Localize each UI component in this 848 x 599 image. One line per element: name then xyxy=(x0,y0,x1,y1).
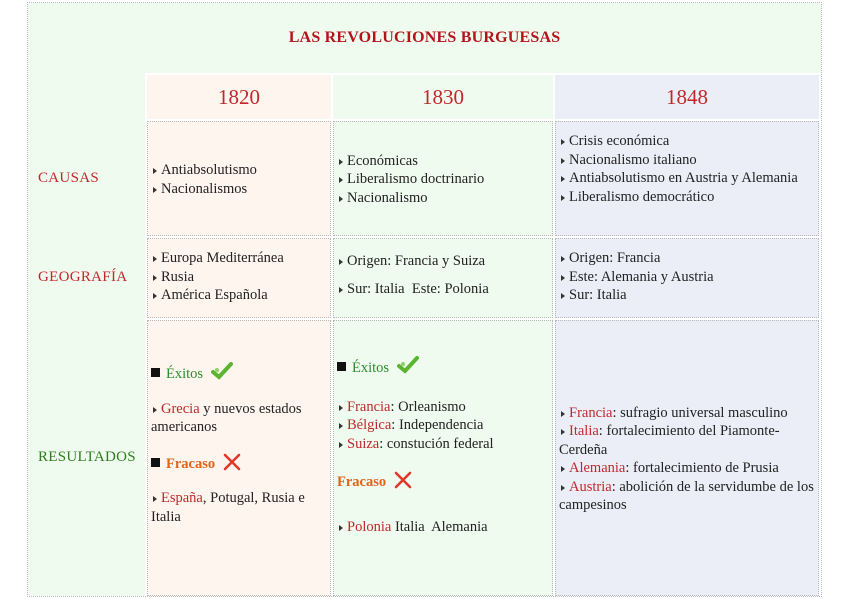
cross-icon xyxy=(393,471,413,489)
list-item: Europa Mediterránea xyxy=(151,249,326,268)
row-label-resultados: RESULTADOS xyxy=(28,318,145,596)
geografia-1820-cell xyxy=(147,238,331,318)
list-item: Este: Alemania y Austria xyxy=(559,268,814,287)
list-item: Francia: Orleanismo xyxy=(337,398,548,417)
list-item: Nacionalismo xyxy=(337,189,548,208)
geografia-1830-cell xyxy=(333,238,553,318)
exitos-heading: Éxitos xyxy=(151,361,326,384)
list-item: Alemania: fortalecimiento de Prusia xyxy=(559,459,814,478)
list-item: Liberalismo doctrinario xyxy=(337,170,548,189)
row-label-causas: CAUSAS xyxy=(28,121,145,236)
fracaso-heading: Fracaso xyxy=(151,453,326,474)
list-item: Nacionalismos xyxy=(151,180,326,199)
causas-1820-cell xyxy=(147,121,331,236)
list-item: Grecia y nuevos estados americanos xyxy=(151,400,326,437)
list-item: Bélgica: Independencia xyxy=(337,416,548,435)
list-item: Origen: Francia xyxy=(559,249,814,268)
list-item: Antiabsolutismo xyxy=(151,161,326,180)
year-1848-header: 1848 xyxy=(555,75,819,119)
revolutions-table xyxy=(27,2,822,597)
square-bullet-icon xyxy=(151,368,160,377)
geografia-1848-cell xyxy=(555,238,819,318)
fracaso-heading: Fracaso xyxy=(337,471,548,492)
list-item: España, Potugal, Rusia e Italia xyxy=(151,489,326,526)
check-icon xyxy=(397,355,419,375)
list-item: América Española xyxy=(151,286,326,305)
cross-icon xyxy=(222,453,242,471)
list-item: Rusia xyxy=(151,268,326,287)
exitos-heading: Éxitos xyxy=(337,355,548,378)
list-item: Sur: Italia xyxy=(559,286,814,305)
list-item: Austria: abolición de la servidumbe de los campesinos xyxy=(559,478,814,513)
list-item: Italia: fortalecimiento del Piamonte-Cerdeña xyxy=(559,422,814,459)
resultados-1830-cell xyxy=(333,320,553,596)
list-item: Económicas xyxy=(337,152,548,171)
check-icon xyxy=(211,361,233,381)
causas-1830-cell xyxy=(333,121,553,236)
year-1820-header: 1820 xyxy=(147,75,331,119)
list-item: Nacionalismo italiano xyxy=(559,151,814,170)
causas-1848-cell xyxy=(555,121,819,236)
year-1830-header: 1830 xyxy=(333,75,553,119)
table-title: LAS REVOLUCIONES BURGUESAS xyxy=(28,3,821,73)
square-bullet-icon xyxy=(151,458,160,467)
list-item: Liberalismo democrático xyxy=(559,188,814,207)
resultados-1820-cell xyxy=(147,320,331,596)
list-item: Sur: Italia Este: Polonia xyxy=(337,280,548,299)
list-item: Antiabsolutismo en Austria y Alemania xyxy=(559,169,814,188)
corner-cell xyxy=(28,73,145,121)
list-item: Crisis económica xyxy=(559,132,814,151)
list-item: Suiza: constución federal xyxy=(337,435,548,454)
list-item: Francia: sufragio universal masculino xyxy=(559,404,814,423)
list-item: Origen: Francia y Suiza xyxy=(337,252,548,271)
row-label-geografia: GEOGRAFÍA xyxy=(28,236,145,318)
resultados-1848-cell xyxy=(555,320,819,596)
square-bullet-icon xyxy=(337,362,346,371)
list-item: Polonia Italia Alemania xyxy=(337,518,548,537)
